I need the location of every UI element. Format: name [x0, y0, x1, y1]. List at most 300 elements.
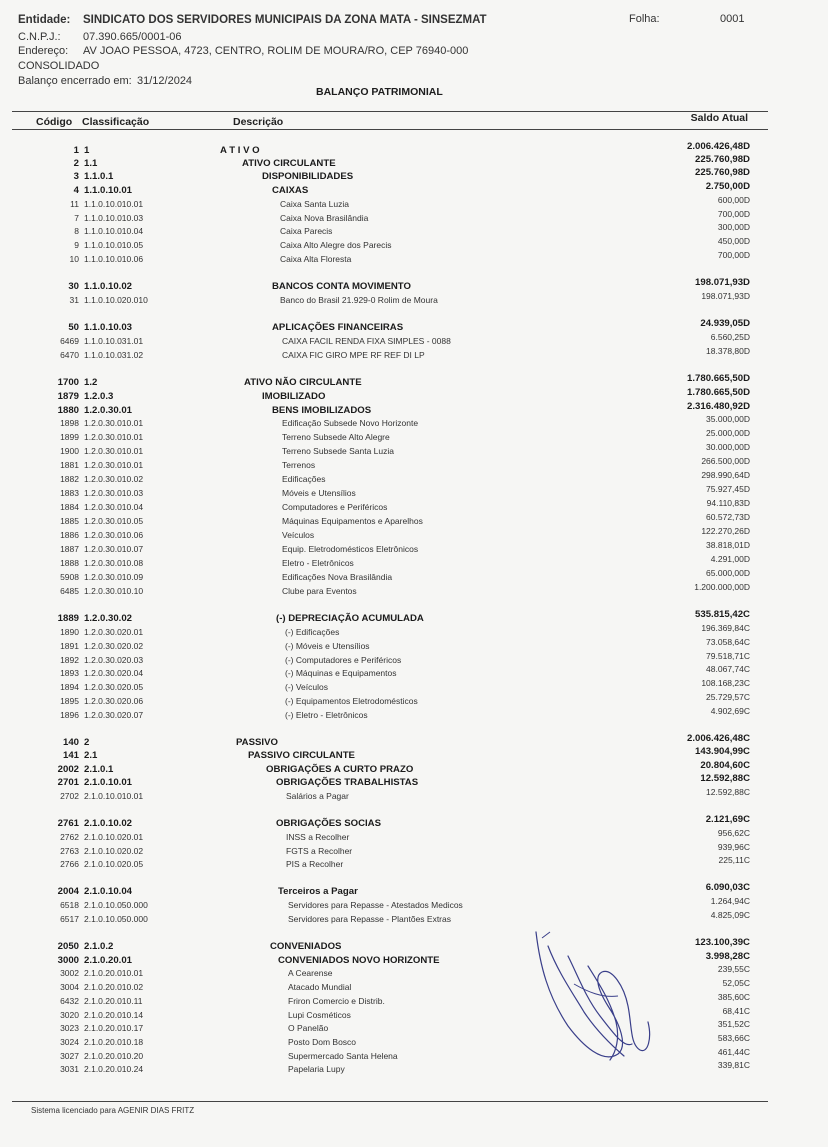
account-classification: 2.1.0.20.010.11 [84, 996, 143, 1006]
account-balance: 30.000,00D [706, 442, 750, 452]
account-classification: 1.2.0.30.02 [84, 613, 133, 624]
header-top-rule [12, 111, 768, 112]
account-classification: 2.1.0.20.010.24 [84, 1064, 144, 1074]
account-classification: 1.2.0.30.010.09 [84, 572, 144, 582]
account-group-row [0, 937, 828, 954]
account-code: 1883 [60, 488, 79, 498]
account-classification: 1.2.0.30.010.01 [84, 418, 144, 428]
account-balance: 65.000,00D [706, 568, 750, 578]
account-code: 3000 [57, 955, 79, 966]
account-balance: 956,62C [717, 828, 750, 838]
account-code: 1885 [60, 516, 79, 526]
account-description: (-) Veículos [285, 682, 328, 692]
account-code: 1882 [60, 474, 79, 484]
account-balance: 73.058,64C [706, 637, 750, 647]
account-classification: 2.1.0.10.02 [84, 818, 133, 829]
account-code: 30 [68, 281, 79, 292]
account-code: 1881 [60, 460, 79, 470]
col-codigo: Código [36, 116, 73, 128]
account-code: 1887 [60, 544, 79, 554]
account-balance: 1.780.665,50D [687, 387, 750, 398]
account-group-row [0, 773, 828, 790]
account-row [0, 1033, 828, 1050]
account-description: (-) Edificações [285, 627, 340, 637]
account-description: Edificações [282, 474, 326, 484]
account-code: 2702 [60, 791, 79, 801]
account-row [0, 540, 828, 557]
account-balance: 225,11C [718, 855, 750, 865]
account-classification: 2.1.0.20.010.18 [84, 1037, 144, 1047]
account-row [0, 910, 828, 927]
account-code: 3004 [60, 982, 79, 992]
account-description: Posto Dom Bosco [288, 1037, 357, 1047]
account-balance: 2.316.480,92D [687, 401, 750, 412]
cnpj-label: C.N.P.J.: [18, 31, 61, 43]
account-description: Eletro - Eletrônicos [282, 558, 354, 568]
account-classification: 1.1.0.10.010.04 [84, 226, 144, 236]
account-row [0, 209, 828, 226]
account-classification: 2.1.0.10.050.000 [84, 914, 148, 924]
account-classification: 1.2.0.30.010.01 [84, 432, 144, 442]
account-classification: 1.2.0.30.01 [84, 405, 133, 416]
account-description: CAIXAS [272, 185, 309, 196]
account-balance: 25.729,57C [706, 692, 750, 702]
account-balance: 225.760,98D [695, 167, 750, 178]
account-balance: 143.904,99C [695, 746, 750, 757]
account-classification: 1.2.0.30.010.01 [84, 460, 144, 470]
account-description: (-) Móveis e Utensílios [285, 641, 370, 651]
account-description: Terreno Subsede Santa Luzia [282, 446, 394, 456]
account-row [0, 236, 828, 253]
account-code: 7 [74, 213, 79, 223]
cnpj-value: 07.390.665/0001-06 [83, 31, 182, 43]
account-balance: 298.990,64D [701, 470, 750, 480]
header-bottom-rule [12, 129, 768, 130]
account-code: 8 [74, 226, 79, 236]
account-classification: 1.2.0.30.020.02 [84, 641, 144, 651]
account-description: Veículos [282, 530, 315, 540]
account-code: 1889 [57, 613, 79, 624]
account-description: Clube para Eventos [282, 586, 357, 596]
account-description: CAIXA FIC GIRO MPE RF REF DI LP [282, 350, 425, 360]
account-classification: 1.2 [84, 377, 98, 388]
account-code: 2004 [57, 886, 79, 897]
account-balance: 123.100,39C [695, 937, 750, 948]
account-description: Banco do Brasil 21.929-0 Rolim de Moura [280, 295, 438, 305]
account-row [0, 526, 828, 543]
account-row [0, 692, 828, 709]
account-description: Terceiros a Pagar [278, 886, 358, 897]
account-row [0, 222, 828, 239]
account-code: 6432 [60, 996, 79, 1006]
account-classification: 2.1.0.10.01 [84, 777, 133, 788]
account-classification: 2.1.0.10.020.05 [84, 859, 144, 869]
account-description: PIS a Recolher [286, 859, 344, 869]
account-group-row [0, 882, 828, 899]
account-code: 6517 [60, 914, 79, 924]
account-description: (-) Eletro - Eletrônicos [285, 710, 368, 720]
account-balance: 450,00D [717, 236, 750, 246]
account-balance: 939,96C [717, 842, 750, 852]
account-row [0, 498, 828, 515]
account-balance: 75.927,45D [706, 484, 750, 494]
account-code: 1892 [60, 655, 79, 665]
entidade-label: Entidade: [18, 14, 71, 26]
account-description: Edificação Subsede Novo Horizonte [282, 418, 419, 428]
account-description: OBRIGAÇÕES A CURTO PRAZO [266, 764, 414, 775]
account-balance: 6.560,25D [710, 332, 750, 342]
account-balance: 1.200.000,00D [694, 582, 750, 592]
account-code: 4 [73, 185, 79, 196]
account-code: 1894 [60, 682, 79, 692]
entidade-name: SINDICATO DOS SERVIDORES MUNICIPAIS DA ZONA MATA - SINSEZMAT [83, 14, 487, 26]
account-classification: 1.1.0.10.031.01 [84, 336, 144, 346]
account-code: 6470 [60, 350, 79, 360]
account-balance: 1.264,94C [710, 896, 750, 906]
account-classification: 1.2.0.30.010.05 [84, 516, 144, 526]
account-code: 2002 [57, 764, 79, 775]
account-code: 140 [62, 737, 79, 748]
account-row [0, 554, 828, 571]
account-classification: 1.1.0.10.02 [84, 281, 133, 292]
account-classification: 1.2.0.30.020.03 [84, 655, 144, 665]
account-classification: 2.1.0.10.04 [84, 886, 133, 897]
account-balance: 12.592,88C [706, 787, 750, 797]
account-code: 11 [70, 199, 79, 209]
account-classification: 1.1 [84, 158, 98, 169]
account-code: 1893 [60, 668, 79, 678]
account-code: 1899 [60, 432, 79, 442]
account-description: Terreno Subsede Alto Alegre [282, 432, 390, 442]
signature-scribble [528, 926, 678, 1076]
account-balance: 700,00D [717, 209, 750, 219]
account-balance: 2.750,00D [705, 181, 750, 192]
balanco-label: Balanço encerrado em: [18, 75, 132, 87]
account-code: 2763 [60, 846, 79, 856]
account-description: Supermercado Santa Helena [288, 1051, 398, 1061]
account-balance: 38.818,01D [706, 540, 750, 550]
endereco-label: Endereço: [18, 45, 69, 57]
account-code: 3020 [60, 1010, 79, 1020]
account-code: 3002 [60, 968, 79, 978]
account-code: 1 [73, 145, 79, 156]
account-row [0, 195, 828, 212]
endereco-value: AV JOAO PESSOA, 4723, CENTRO, ROLIM DE MOURA/RO, CEP 76940-000 [83, 45, 469, 57]
account-code: 1886 [60, 530, 79, 540]
account-group-row [0, 951, 828, 968]
account-classification: 1.2.0.30.020.06 [84, 696, 144, 706]
account-balance: 4.825,09C [710, 910, 750, 920]
account-balance: 48.067,74C [706, 664, 750, 674]
account-balance: 339,81C [717, 1060, 750, 1070]
account-classification: 1.2.0.30.010.07 [84, 544, 144, 554]
account-row [0, 896, 828, 913]
account-code: 2766 [60, 859, 79, 869]
account-description: Caixa Alto Alegre dos Parecis [280, 240, 392, 250]
account-description: (-) Equipamentos Eletrodomésticos [285, 696, 418, 706]
account-description: PASSIVO CIRCULANTE [248, 750, 355, 761]
account-balance: 2.006.426,48D [687, 141, 750, 152]
account-code: 10 [69, 254, 79, 264]
account-group-row [0, 318, 828, 335]
account-description: Lupi Cosméticos [288, 1010, 351, 1020]
account-code: 2761 [57, 818, 79, 829]
account-code: 1880 [57, 405, 79, 416]
account-balance: 60.572,73D [706, 512, 750, 522]
account-balance: 108.168,23C [701, 678, 750, 688]
account-row [0, 470, 828, 487]
account-row [0, 414, 828, 431]
account-description: Terrenos [282, 460, 316, 470]
account-description: (-) Máquinas e Equipamentos [285, 668, 397, 678]
account-classification: 2 [84, 737, 90, 748]
report-title: BALANÇO PATRIMONIAL [316, 86, 443, 98]
account-balance: 2.121,69C [705, 814, 750, 825]
account-description: A T I V O [220, 145, 260, 156]
account-code: 6518 [60, 900, 79, 910]
account-classification: 1.2.0.30.020.05 [84, 682, 144, 692]
account-code: 3027 [60, 1051, 79, 1061]
account-code: 3024 [60, 1037, 79, 1047]
col-descricao: Descrição [233, 116, 284, 128]
account-code: 1900 [60, 446, 79, 456]
account-code: 1879 [57, 391, 79, 402]
account-balance: 239,55C [717, 964, 750, 974]
account-description: Equip. Eletrodomésticos Eletrônicos [282, 544, 419, 554]
account-description: A Cearense [288, 968, 333, 978]
account-group-row [0, 181, 828, 198]
account-classification: 1.1.0.10.010.05 [84, 240, 144, 250]
account-balance: 385,60C [717, 992, 750, 1002]
account-balance: 25.000,00D [706, 428, 750, 438]
account-balance: 24.939,05D [700, 318, 750, 329]
account-row [0, 1019, 828, 1036]
account-row [0, 678, 828, 695]
account-code: 50 [68, 322, 79, 333]
account-balance: 351,52C [717, 1019, 750, 1029]
account-classification: 1.1.0.10.020.010 [84, 295, 148, 305]
account-balance: 4.902,69C [710, 706, 750, 716]
account-balance: 2.006.426,48C [687, 733, 750, 744]
account-row [0, 978, 828, 995]
account-description: Computadores e Periféricos [282, 502, 388, 512]
account-balance: 6.090,03C [705, 882, 750, 893]
account-balance: 600,00D [717, 195, 750, 205]
account-balance: 68,41C [722, 1006, 750, 1016]
account-row [0, 484, 828, 501]
col-classificacao: Classificação [82, 116, 150, 128]
account-description: Papelaria Lupy [288, 1064, 345, 1074]
account-description: Servidores para Repasse - Plantões Extras [288, 914, 451, 924]
account-description: Atacado Mundial [288, 982, 352, 992]
account-row [0, 637, 828, 654]
account-row [0, 291, 828, 308]
account-description: Caixa Alta Floresta [280, 254, 352, 264]
account-classification: 1.2.0.30.010.02 [84, 474, 144, 484]
account-description: O Panelão [288, 1023, 329, 1033]
account-code: 6469 [60, 336, 79, 346]
account-description: PASSIVO [236, 737, 278, 748]
account-row [0, 346, 828, 363]
account-classification: 2.1.0.10.050.000 [84, 900, 148, 910]
account-row [0, 992, 828, 1009]
account-code: 1700 [57, 377, 79, 388]
account-description: (-) DEPRECIAÇÃO ACUMULADA [276, 613, 424, 624]
account-code: 1895 [60, 696, 79, 706]
account-description: Caixa Parecis [280, 226, 333, 236]
account-description: Móveis e Utensílios [282, 488, 356, 498]
account-classification: 1.2.0.30.010.06 [84, 530, 144, 540]
account-classification: 2.1.0.10.020.02 [84, 846, 144, 856]
account-balance: 266.500,00D [701, 456, 750, 466]
account-classification: 1.1.0.10.031.02 [84, 350, 144, 360]
account-balance: 225.760,98D [695, 154, 750, 165]
account-balance: 196.369,84C [701, 623, 750, 633]
account-row [0, 332, 828, 349]
account-description: ATIVO NÃO CIRCULANTE [244, 377, 362, 388]
consolidado-label: CONSOLIDADO [18, 60, 100, 72]
account-description: Caixa Santa Luzia [280, 199, 349, 209]
account-classification: 1.2.0.30.010.01 [84, 446, 144, 456]
account-description: IMOBILIZADO [262, 391, 326, 402]
account-classification: 2.1.0.20.010.01 [84, 968, 144, 978]
account-code: 2701 [57, 777, 79, 788]
col-saldo: Saldo Atual [690, 112, 748, 124]
account-classification: 1.1.0.10.010.06 [84, 254, 144, 264]
account-description: OBRIGAÇÕES TRABALHISTAS [276, 777, 419, 788]
account-row [0, 623, 828, 640]
account-description: Servidores para Repasse - Atestados Medicos [288, 900, 463, 910]
account-description: ATIVO CIRCULANTE [242, 158, 336, 169]
account-classification: 2.1.0.20.010.20 [84, 1051, 144, 1061]
account-description: Friron Comercio e Distrib. [288, 996, 385, 1006]
account-classification: 2.1.0.20.01 [84, 955, 133, 966]
account-row [0, 828, 828, 845]
account-classification: 1.2.0.30.010.04 [84, 502, 144, 512]
account-code: 141 [62, 750, 79, 761]
account-classification: 1.1.0.10.010.01 [84, 199, 144, 209]
account-balance: 18.378,80D [706, 346, 750, 356]
footer-rule [12, 1101, 768, 1102]
account-row [0, 1047, 828, 1064]
account-description: DISPONIBILIDADES [262, 171, 354, 182]
account-balance: 20.804,60C [700, 760, 750, 771]
account-code: 2050 [57, 941, 79, 952]
account-row [0, 855, 828, 872]
account-row [0, 787, 828, 804]
account-classification: 1.1.0.10.03 [84, 322, 133, 333]
footer-license: Sistema licenciado para AGENIR DIAS FRITZ [31, 1106, 195, 1115]
account-description: Caixa Nova Brasilândia [280, 213, 369, 223]
account-row [0, 964, 828, 981]
account-code: 1896 [60, 710, 79, 720]
account-description: OBRIGAÇÕES SOCIAS [276, 818, 382, 829]
account-row [0, 250, 828, 267]
account-classification: 1.1.0.1 [84, 171, 114, 182]
account-code: 6485 [60, 586, 79, 596]
account-balance: 198.071,93D [695, 277, 750, 288]
account-classification: 2.1.0.10.010.01 [84, 791, 144, 801]
account-description: FGTS a Recolher [286, 846, 353, 856]
account-description: CONVENIADOS [270, 941, 342, 952]
account-classification: 2.1.0.10.020.01 [84, 832, 144, 842]
account-classification: 1.2.0.30.020.07 [84, 710, 144, 720]
account-row [0, 1006, 828, 1023]
account-classification: 1.2.0.30.020.04 [84, 668, 144, 678]
account-row [0, 1060, 828, 1077]
account-classification: 1.2.0.30.010.03 [84, 488, 144, 498]
folha-number: 0001 [720, 13, 745, 25]
account-code: 1891 [60, 641, 79, 651]
account-description: INSS a Recolher [286, 832, 350, 842]
account-code: 2 [73, 158, 79, 169]
account-balance: 700,00D [717, 250, 750, 260]
account-row [0, 582, 828, 599]
account-balance: 35.000,00D [706, 414, 750, 424]
account-balance: 3.998,28C [705, 951, 750, 962]
account-row [0, 842, 828, 859]
account-code: 9 [74, 240, 79, 250]
account-description: CAIXA FACIL RENDA FIXA SIMPLES - 0088 [282, 336, 451, 346]
account-balance: 94.110,83D [706, 498, 750, 508]
account-group-row [0, 167, 828, 184]
account-group-row [0, 401, 828, 418]
account-description: BENS IMOBILIZADOS [272, 405, 372, 416]
account-description: CONVENIADOS NOVO HORIZONTE [278, 955, 440, 966]
account-balance: 1.780.665,50D [687, 373, 750, 384]
account-classification: 1 [84, 145, 90, 156]
account-code: 3031 [60, 1064, 79, 1074]
account-balance: 583,66C [717, 1033, 750, 1043]
account-classification: 1.1.0.10.010.03 [84, 213, 144, 223]
account-balance: 52,05C [722, 978, 750, 988]
account-balance: 198.071,93D [701, 291, 750, 301]
account-code: 1898 [60, 418, 79, 428]
account-row [0, 706, 828, 723]
account-classification: 2.1.0.2 [84, 941, 114, 952]
account-balance: 300,00D [717, 222, 750, 232]
account-code: 3023 [60, 1023, 79, 1033]
account-row [0, 651, 828, 668]
account-classification: 1.2.0.30.010.10 [84, 586, 144, 596]
account-balance: 79.518,71C [706, 651, 750, 661]
account-classification: 2.1.0.20.010.17 [84, 1023, 144, 1033]
account-code: 1884 [60, 502, 79, 512]
balanco-date: 31/12/2024 [137, 75, 193, 87]
account-balance: 4.291,00D [710, 554, 750, 564]
account-classification: 1.1.0.10.01 [84, 185, 133, 196]
account-classification: 2.1.0.1 [84, 764, 114, 775]
account-classification: 1.2.0.3 [84, 391, 114, 402]
account-description: Edificações Nova Brasilândia [282, 572, 393, 582]
account-code: 5908 [60, 572, 79, 582]
account-description: (-) Computadores e Periféricos [285, 655, 402, 665]
account-code: 1890 [60, 627, 79, 637]
account-classification: 2.1.0.20.010.14 [84, 1010, 144, 1020]
account-code: 31 [69, 295, 79, 305]
account-classification: 1.2.0.30.010.08 [84, 558, 144, 568]
account-classification: 2.1 [84, 750, 98, 761]
account-balance: 461,44C [717, 1047, 750, 1057]
folha-label: Folha: [629, 13, 660, 25]
account-group-row [0, 814, 828, 831]
account-balance: 535.815,42C [695, 609, 750, 620]
account-balance: 12.592,88C [700, 773, 750, 784]
account-code: 3 [73, 171, 79, 182]
account-code: 1888 [60, 558, 79, 568]
account-balance: 122.270,26D [701, 526, 750, 536]
account-classification: 1.2.0.30.020.01 [84, 627, 144, 637]
